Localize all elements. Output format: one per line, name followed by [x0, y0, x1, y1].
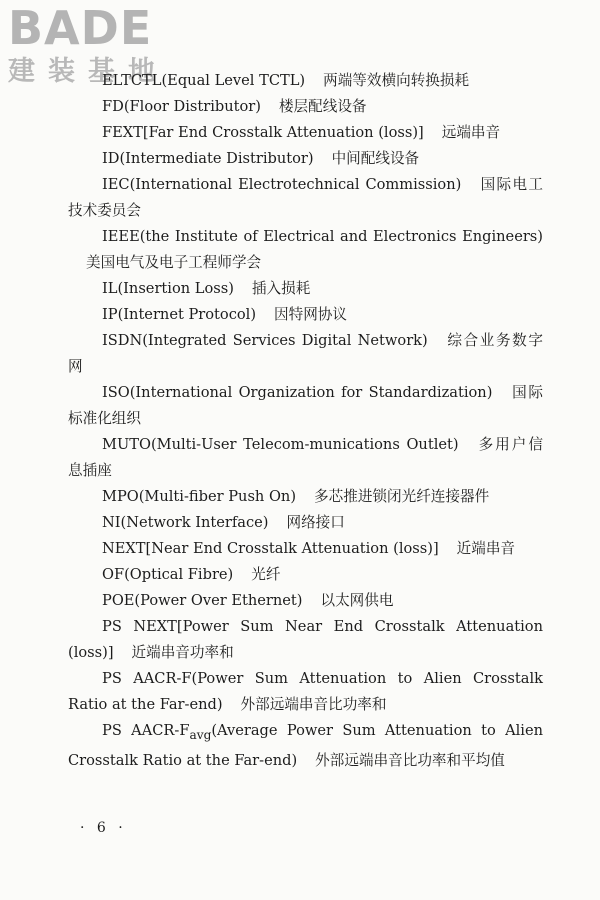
list-item	[68, 536, 543, 562]
term-en: FEXT[Far End Crosstalk Attenuation (loss)]	[102, 124, 424, 141]
term-cn: 国际标准化组织	[68, 384, 543, 427]
term-en: IEEE(the Institute of Electrical and Electronics Engineers)	[102, 228, 543, 245]
list-item	[68, 120, 543, 146]
term-cn: 近端串音功率和	[131, 644, 234, 661]
list-item	[68, 484, 543, 510]
term-en: ID(Intermediate Distributor)	[102, 150, 314, 167]
term-en: NI(Network Interface)	[102, 514, 269, 531]
list-item	[68, 380, 543, 432]
term-cn: 多芯推进锁闭光纤连接器件	[314, 488, 490, 505]
term-cn: 多用户信息插座	[68, 436, 543, 479]
list-item	[68, 328, 543, 380]
list-item	[68, 68, 543, 94]
term-cn: 因特网协议	[274, 306, 347, 323]
term-en: ISDN(Integrated Services Digital Network)	[102, 332, 428, 349]
term-en: ISO(International Organization for Standardization)	[102, 384, 493, 401]
logo-subtext: 建装基地	[8, 56, 168, 87]
term-cn: 两端等效横向转换损耗	[323, 72, 470, 89]
term-en: IP(Internet Protocol)	[102, 306, 257, 323]
term-cn: 综合业务数字网	[68, 332, 543, 375]
logo-text: BADE	[8, 1, 153, 55]
term-en: MUTO(Multi-User Telecom-munications Outlet)	[102, 436, 459, 453]
term-cn: 近端串音	[456, 540, 516, 557]
list-item	[68, 432, 543, 484]
term-en: MPO(Multi-fiber Push On)	[102, 488, 297, 505]
term-en: POE(Power Over Ethernet)	[102, 592, 303, 609]
term-cn: 远端串音	[441, 124, 501, 141]
term-en: ELTCTL(Equal Level TCTL)	[102, 72, 306, 89]
term-cn: 以太网供电	[320, 592, 394, 609]
term-en: PS AACR-F	[102, 722, 190, 739]
list-item	[68, 588, 543, 614]
abbreviation-list	[68, 68, 543, 774]
term-cn: 美国电气及电子工程师学会	[86, 254, 262, 271]
term-cn: 国际电工技术委员会	[68, 176, 543, 219]
term-cn: 楼层配线设备	[278, 98, 367, 115]
page-number: · 6 ·	[80, 820, 127, 836]
term-en: PS NEXT[Power Sum Near End Crosstalk Attenuation (loss)]	[68, 618, 543, 661]
list-item	[68, 510, 543, 536]
term-cn: 外部远端串音比功率和	[240, 696, 387, 713]
list-item	[68, 172, 543, 224]
list-item	[68, 718, 543, 774]
term-cn: 中间配线设备	[331, 150, 420, 167]
term-subscript: avg	[189, 727, 212, 742]
list-item	[68, 302, 543, 328]
term-en: IEC(International Electrotechnical Commission)	[102, 176, 462, 193]
term-cn: 网络接口	[286, 514, 345, 531]
list-item	[68, 146, 543, 172]
term-en: IL(Insertion Loss)	[102, 280, 234, 297]
term-en-rest: (Average Power Sum Attenuation to Alien Crosstalk Ratio at the Far-end)	[68, 722, 543, 769]
list-item	[68, 276, 543, 302]
list-item	[68, 224, 543, 276]
term-en: FD(Floor Distributor)	[102, 98, 261, 115]
list-item	[68, 614, 543, 666]
list-item	[68, 562, 543, 588]
term-cn: 光纤	[251, 566, 281, 583]
list-item	[68, 94, 543, 120]
term-en: PS AACR-F(Power Sum Attenuation to Alien Crosstalk Ratio at the Far-end)	[68, 670, 543, 713]
term-cn: 外部远端串音比功率和平均值	[315, 751, 505, 769]
term-en: NEXT[Near End Crosstalk Attenuation (loss)]	[102, 540, 439, 557]
term-en: OF(Optical Fibre)	[102, 566, 234, 583]
term-cn: 插入损耗	[251, 280, 311, 297]
list-item	[68, 666, 543, 718]
